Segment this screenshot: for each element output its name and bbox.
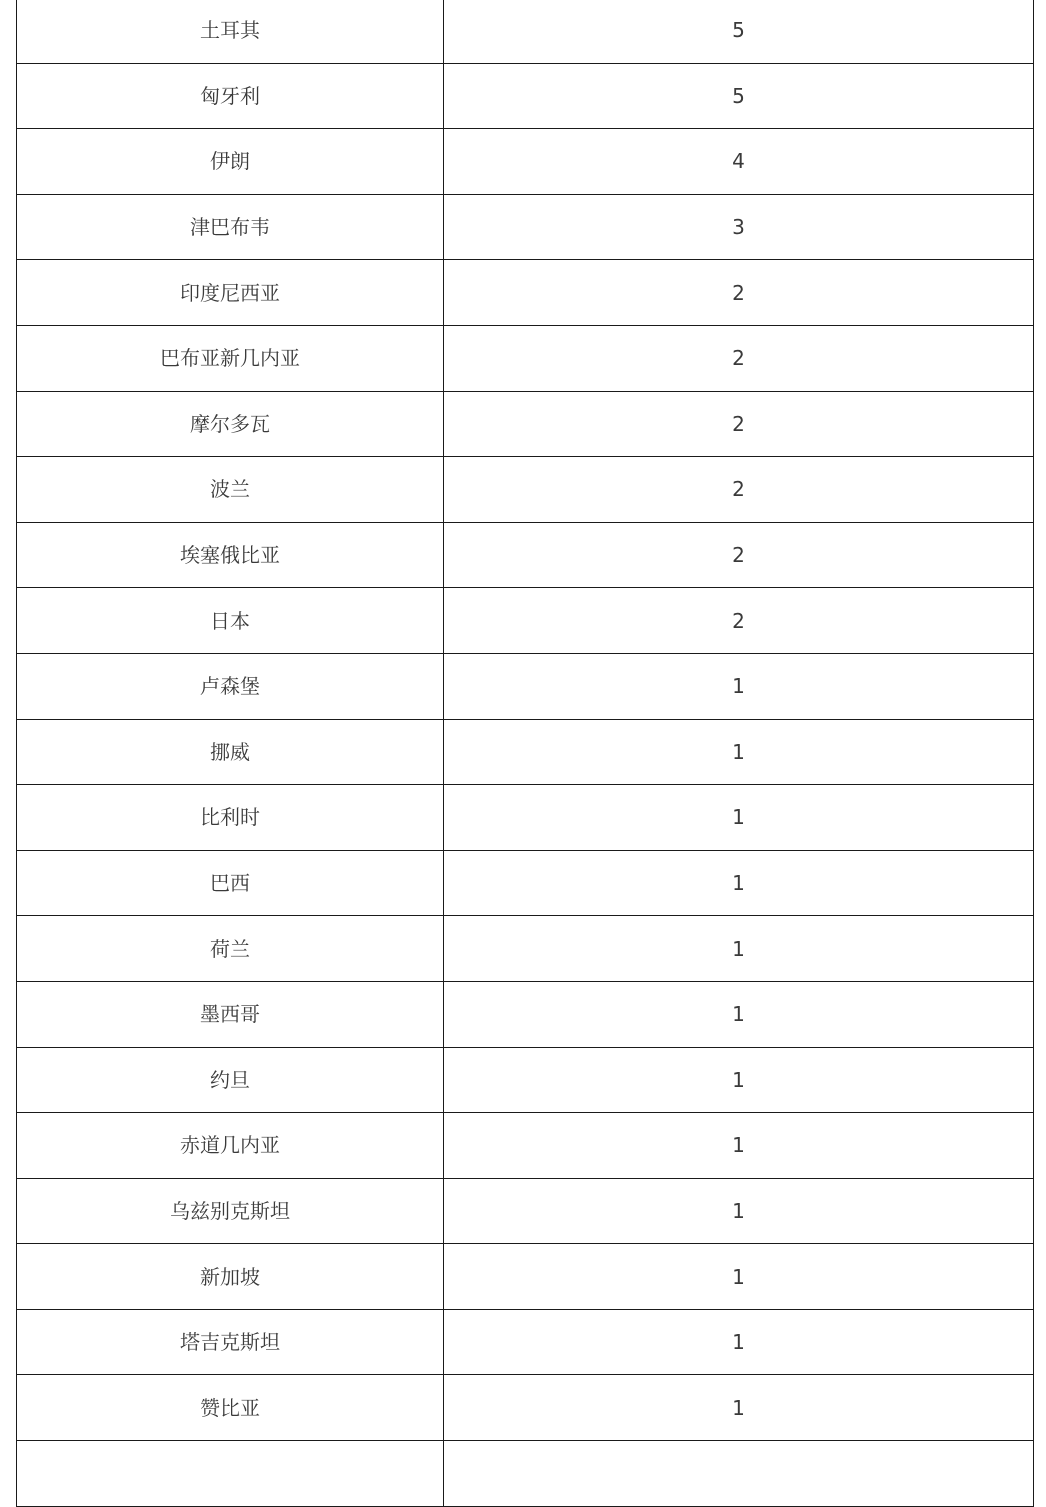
count-cell: 5 [444, 0, 1034, 63]
country-cell: 卢森堡 [17, 653, 444, 719]
table-body [17, 0, 1034, 1506]
country-cell: 约旦 [17, 1047, 444, 1113]
table-row [17, 850, 1034, 916]
country-cell: 津巴布韦 [17, 194, 444, 260]
country-cell: 赤道几内亚 [17, 1113, 444, 1179]
country-cell: 波兰 [17, 457, 444, 523]
country-cell: 比利时 [17, 785, 444, 851]
count-cell: 1 [444, 1244, 1034, 1310]
country-cell: 新加坡 [17, 1244, 444, 1310]
count-cell: 2 [444, 260, 1034, 326]
table-row [17, 653, 1034, 719]
country-cell: 塔吉克斯坦 [17, 1309, 444, 1375]
table-row [17, 916, 1034, 982]
count-cell: 1 [444, 1309, 1034, 1375]
country-cell [17, 1441, 444, 1507]
table-row [17, 129, 1034, 195]
table-row [17, 1178, 1034, 1244]
table-row [17, 719, 1034, 785]
table-row [17, 0, 1034, 63]
table-row [17, 588, 1034, 654]
country-cell: 赞比亚 [17, 1375, 444, 1441]
country-cell: 摩尔多瓦 [17, 391, 444, 457]
table-row [17, 522, 1034, 588]
count-cell: 1 [444, 850, 1034, 916]
count-cell: 4 [444, 129, 1034, 195]
table-row [17, 63, 1034, 129]
count-cell: 2 [444, 391, 1034, 457]
count-cell: 2 [444, 588, 1034, 654]
count-cell: 1 [444, 1178, 1034, 1244]
table-row [17, 391, 1034, 457]
count-cell: 1 [444, 719, 1034, 785]
count-cell: 1 [444, 785, 1034, 851]
table-row [17, 1244, 1034, 1310]
count-cell: 2 [444, 522, 1034, 588]
table-row [17, 1441, 1034, 1507]
country-cell: 埃塞俄比亚 [17, 522, 444, 588]
count-cell: 3 [444, 194, 1034, 260]
count-cell: 1 [444, 1113, 1034, 1179]
country-cell: 墨西哥 [17, 981, 444, 1047]
count-cell: 1 [444, 916, 1034, 982]
count-cell: 2 [444, 457, 1034, 523]
table-row [17, 1047, 1034, 1113]
country-cell: 乌兹别克斯坦 [17, 1178, 444, 1244]
count-cell: 5 [444, 63, 1034, 129]
country-cell: 匈牙利 [17, 63, 444, 129]
country-cell: 印度尼西亚 [17, 260, 444, 326]
table-row [17, 325, 1034, 391]
count-cell: 1 [444, 653, 1034, 719]
table-row [17, 785, 1034, 851]
table-row [17, 194, 1034, 260]
country-cell: 挪威 [17, 719, 444, 785]
country-cell: 巴西 [17, 850, 444, 916]
country-cell: 巴布亚新几内亚 [17, 325, 444, 391]
country-cell: 日本 [17, 588, 444, 654]
table-row [17, 457, 1034, 523]
count-cell: 1 [444, 1047, 1034, 1113]
count-cell: 1 [444, 981, 1034, 1047]
country-cell: 伊朗 [17, 129, 444, 195]
count-cell: 2 [444, 325, 1034, 391]
table-row [17, 1375, 1034, 1441]
country-cell: 荷兰 [17, 916, 444, 982]
table-row [17, 1309, 1034, 1375]
table-row [17, 1113, 1034, 1179]
country-count-table-container [16, 0, 1033, 1507]
country-count-table [16, 0, 1034, 1507]
count-cell: 1 [444, 1375, 1034, 1441]
table-row [17, 260, 1034, 326]
country-cell: 土耳其 [17, 0, 444, 63]
count-cell [444, 1441, 1034, 1507]
table-row [17, 981, 1034, 1047]
